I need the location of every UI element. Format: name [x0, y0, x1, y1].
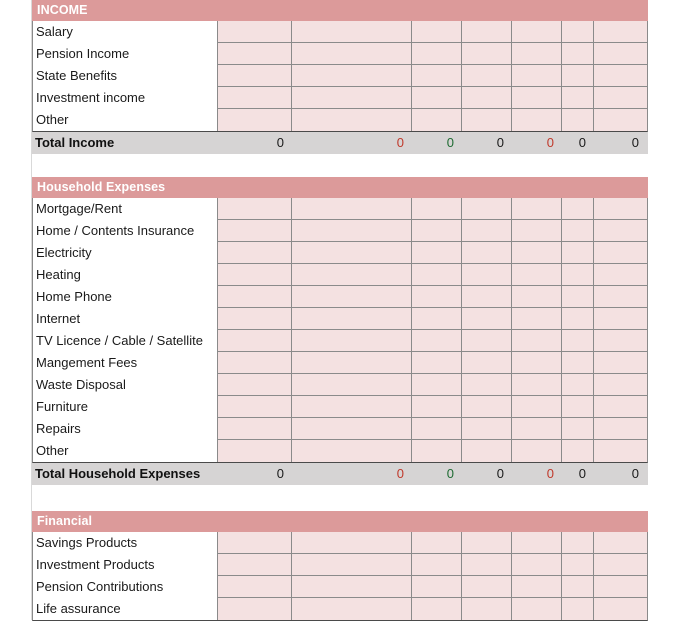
input-cell[interactable] [462, 220, 512, 242]
input-cell[interactable] [218, 109, 292, 131]
input-cell[interactable] [594, 242, 647, 264]
input-cell[interactable] [512, 440, 562, 462]
input-cell[interactable] [412, 43, 462, 65]
total-value: 0 [546, 466, 554, 481]
input-cell[interactable] [292, 198, 412, 220]
input-cell[interactable] [462, 65, 512, 87]
input-cell[interactable] [562, 440, 594, 462]
row-label: Mortgage/Rent [33, 198, 218, 220]
input-cell[interactable] [412, 264, 462, 286]
row-label: Internet [33, 308, 218, 330]
input-cell[interactable] [412, 576, 462, 598]
row-label: Investment income [33, 87, 218, 109]
input-cell[interactable] [594, 440, 647, 462]
section-household-expenses [32, 177, 648, 485]
input-cell[interactable] [562, 198, 594, 220]
input-cell[interactable] [562, 330, 594, 352]
input-cell[interactable] [412, 374, 462, 396]
input-cell[interactable] [594, 21, 647, 43]
input-cell[interactable] [412, 352, 462, 374]
row-label: Other [33, 109, 218, 131]
total-value: 0 [578, 466, 586, 481]
row-label: Home Phone [33, 286, 218, 308]
table-row [33, 308, 647, 330]
input-cell[interactable] [462, 418, 512, 440]
input-cell[interactable] [462, 554, 512, 576]
section-header-income: INCOME [32, 0, 648, 21]
input-cell[interactable] [218, 87, 292, 109]
input-cell[interactable] [512, 109, 562, 131]
row-label: Home / Contents Insurance [33, 220, 218, 242]
input-cell[interactable] [462, 87, 512, 109]
input-cell[interactable] [562, 220, 594, 242]
input-cell[interactable] [292, 286, 412, 308]
input-cell[interactable] [412, 554, 462, 576]
total-value: 0 [276, 135, 284, 150]
input-cell[interactable] [512, 21, 562, 43]
input-cell[interactable] [594, 352, 647, 374]
row-label: Mangement Fees [33, 352, 218, 374]
input-cell[interactable] [562, 396, 594, 418]
input-cell[interactable] [462, 109, 512, 131]
input-cell[interactable] [594, 220, 647, 242]
input-cell[interactable] [412, 440, 462, 462]
input-cell[interactable] [292, 43, 412, 65]
row-label: TV Licence / Cable / Satellite [33, 330, 218, 352]
total-value: 0 [446, 466, 454, 481]
input-cell[interactable] [412, 396, 462, 418]
input-cell[interactable] [462, 576, 512, 598]
input-cell[interactable] [292, 554, 412, 576]
input-cell[interactable] [218, 352, 292, 374]
table-row [33, 352, 647, 374]
input-cell[interactable] [594, 43, 647, 65]
row-label: Savings Products [33, 532, 218, 554]
input-cell[interactable] [292, 396, 412, 418]
input-cell[interactable] [412, 65, 462, 87]
table-row [33, 396, 647, 418]
total-value: 0 [396, 135, 404, 150]
section-rows-financial [32, 532, 648, 621]
input-cell[interactable] [218, 220, 292, 242]
input-cell[interactable] [512, 198, 562, 220]
input-cell[interactable] [512, 43, 562, 65]
input-cell[interactable] [292, 264, 412, 286]
input-cell[interactable] [562, 264, 594, 286]
table-row [33, 554, 647, 576]
section-financial [32, 511, 648, 621]
input-cell[interactable] [412, 532, 462, 554]
input-cell[interactable] [218, 396, 292, 418]
input-cell[interactable] [594, 87, 647, 109]
table-row [33, 220, 647, 242]
section-header-financial: Financial [32, 511, 648, 532]
input-cell[interactable] [462, 198, 512, 220]
input-cell[interactable] [594, 598, 647, 620]
input-cell[interactable] [218, 242, 292, 264]
section-header-household-expenses: Household Expenses [32, 177, 648, 198]
input-cell[interactable] [218, 374, 292, 396]
input-cell[interactable] [462, 396, 512, 418]
total-value: 0 [496, 135, 504, 150]
input-cell[interactable] [562, 532, 594, 554]
input-cell[interactable] [412, 21, 462, 43]
row-label: Pension Contributions [33, 576, 218, 598]
input-cell[interactable] [462, 264, 512, 286]
section-rows-income [32, 21, 648, 132]
input-cell[interactable] [594, 286, 647, 308]
input-cell[interactable] [512, 554, 562, 576]
input-cell[interactable] [412, 598, 462, 620]
input-cell[interactable] [292, 598, 412, 620]
input-cell[interactable] [292, 352, 412, 374]
input-cell[interactable] [292, 220, 412, 242]
input-cell[interactable] [512, 87, 562, 109]
input-cell[interactable] [218, 330, 292, 352]
section-income [32, 0, 648, 154]
input-cell[interactable] [512, 264, 562, 286]
input-cell[interactable] [218, 440, 292, 462]
table-row [33, 598, 647, 620]
total-row-income [32, 132, 648, 154]
input-cell[interactable] [512, 576, 562, 598]
input-cell[interactable] [512, 374, 562, 396]
table-row [33, 65, 647, 87]
input-cell[interactable] [562, 21, 594, 43]
input-cell[interactable] [292, 109, 412, 131]
table-row [33, 576, 647, 598]
input-cell[interactable] [462, 440, 512, 462]
input-cell[interactable] [292, 374, 412, 396]
input-cell[interactable] [218, 21, 292, 43]
input-cell[interactable] [412, 286, 462, 308]
input-cell[interactable] [412, 242, 462, 264]
row-label: Furniture [33, 396, 218, 418]
input-cell[interactable] [512, 220, 562, 242]
input-cell[interactable] [594, 65, 647, 87]
total-row-label: Total Household Expenses [35, 466, 201, 481]
table-row [33, 21, 647, 43]
total-row-household-expenses [32, 463, 648, 485]
row-label: Life assurance [33, 598, 218, 620]
total-value: 0 [446, 135, 454, 150]
input-cell[interactable] [562, 308, 594, 330]
input-cell[interactable] [292, 440, 412, 462]
input-cell[interactable] [218, 554, 292, 576]
input-cell[interactable] [462, 43, 512, 65]
input-cell[interactable] [218, 286, 292, 308]
input-cell[interactable] [512, 65, 562, 87]
input-cell[interactable] [512, 532, 562, 554]
input-cell[interactable] [512, 352, 562, 374]
row-label: Electricity [33, 242, 218, 264]
input-cell[interactable] [462, 21, 512, 43]
table-row [33, 109, 647, 131]
total-value: 0 [276, 466, 284, 481]
input-cell[interactable] [412, 418, 462, 440]
table-row [33, 87, 647, 109]
input-cell[interactable] [512, 418, 562, 440]
input-cell[interactable] [462, 374, 512, 396]
total-value: 0 [496, 466, 504, 481]
input-cell[interactable] [594, 198, 647, 220]
input-cell[interactable] [292, 330, 412, 352]
input-cell[interactable] [462, 330, 512, 352]
input-cell[interactable] [562, 87, 594, 109]
input-cell[interactable] [292, 65, 412, 87]
input-cell[interactable] [292, 87, 412, 109]
input-cell[interactable] [412, 87, 462, 109]
section-rows-household-expenses [32, 198, 648, 463]
row-label: Investment Products [33, 554, 218, 576]
input-cell[interactable] [462, 286, 512, 308]
input-cell[interactable] [292, 576, 412, 598]
input-cell[interactable] [292, 532, 412, 554]
row-label: Heating [33, 264, 218, 286]
input-cell[interactable] [218, 198, 292, 220]
input-cell[interactable] [412, 308, 462, 330]
input-cell[interactable] [292, 242, 412, 264]
input-cell[interactable] [218, 43, 292, 65]
input-cell[interactable] [462, 532, 512, 554]
input-cell[interactable] [562, 286, 594, 308]
input-cell[interactable] [594, 532, 647, 554]
row-label: State Benefits [33, 65, 218, 87]
input-cell[interactable] [218, 308, 292, 330]
input-cell[interactable] [218, 598, 292, 620]
table-row [33, 330, 647, 352]
table-row [33, 198, 647, 220]
input-cell[interactable] [512, 286, 562, 308]
table-row [33, 43, 647, 65]
input-cell[interactable] [562, 554, 594, 576]
input-cell[interactable] [462, 352, 512, 374]
row-label: Pension Income [33, 43, 218, 65]
input-cell[interactable] [512, 242, 562, 264]
input-cell[interactable] [562, 109, 594, 131]
input-cell[interactable] [562, 598, 594, 620]
input-cell[interactable] [218, 576, 292, 598]
table-row [33, 418, 647, 440]
input-cell[interactable] [512, 330, 562, 352]
table-row [33, 440, 647, 462]
table-row [33, 264, 647, 286]
row-label: Other [33, 440, 218, 462]
input-cell[interactable] [462, 242, 512, 264]
input-cell[interactable] [462, 308, 512, 330]
input-cell[interactable] [594, 418, 647, 440]
input-cell[interactable] [412, 198, 462, 220]
input-cell[interactable] [594, 396, 647, 418]
input-cell[interactable] [562, 374, 594, 396]
input-cell[interactable] [562, 43, 594, 65]
row-label: Repairs [33, 418, 218, 440]
input-cell[interactable] [562, 576, 594, 598]
input-cell[interactable] [292, 418, 412, 440]
table-row [33, 532, 647, 554]
input-cell[interactable] [512, 598, 562, 620]
input-cell[interactable] [594, 264, 647, 286]
input-cell[interactable] [218, 418, 292, 440]
input-cell[interactable] [218, 264, 292, 286]
table-row [33, 286, 647, 308]
total-value: 0 [578, 135, 586, 150]
input-cell[interactable] [412, 109, 462, 131]
input-cell[interactable] [594, 109, 647, 131]
total-value: 0 [631, 135, 639, 150]
input-cell[interactable] [462, 598, 512, 620]
total-value: 0 [631, 466, 639, 481]
row-label: Waste Disposal [33, 374, 218, 396]
input-cell[interactable] [594, 308, 647, 330]
input-cell[interactable] [562, 418, 594, 440]
input-cell[interactable] [594, 374, 647, 396]
input-cell[interactable] [562, 352, 594, 374]
input-cell[interactable] [562, 242, 594, 264]
table-row [33, 374, 647, 396]
input-cell[interactable] [292, 308, 412, 330]
input-cell[interactable] [594, 554, 647, 576]
input-cell[interactable] [562, 65, 594, 87]
row-label: Salary [33, 21, 218, 43]
input-cell[interactable] [218, 65, 292, 87]
total-row-label: Total Income [35, 135, 115, 150]
input-cell[interactable] [594, 330, 647, 352]
input-cell[interactable] [218, 532, 292, 554]
input-cell[interactable] [512, 308, 562, 330]
table-row [33, 242, 647, 264]
input-cell[interactable] [512, 396, 562, 418]
total-value: 0 [546, 135, 554, 150]
input-cell[interactable] [292, 21, 412, 43]
input-cell[interactable] [412, 330, 462, 352]
input-cell[interactable] [594, 576, 647, 598]
total-value: 0 [396, 466, 404, 481]
input-cell[interactable] [412, 220, 462, 242]
